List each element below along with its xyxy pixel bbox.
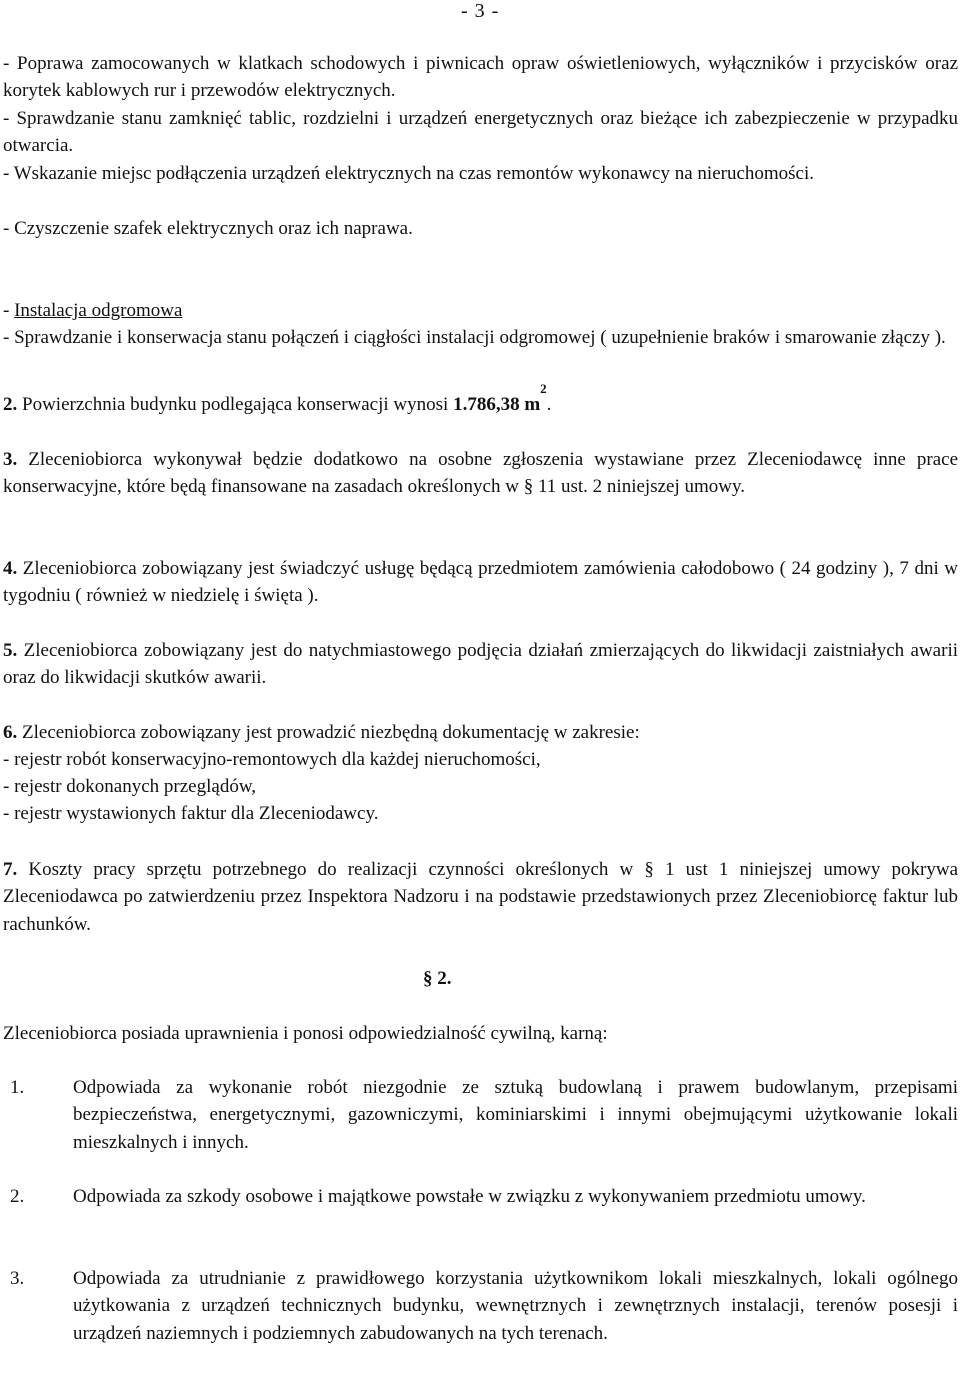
point-2-superscript: 2 [540,381,547,396]
point-6-sub-3: - rejestr wystawionych faktur dla Zleceniodawcy. [3,803,379,824]
lightning-heading-text: Instalacja odgromowa [14,300,183,321]
point-2-number: 2. [3,394,18,415]
section-2-item-2-number: 2. [10,1186,25,1207]
point-5-text: Zleceniobiorca zobowiązany jest do natychmiastowego podjęcia działań zmierzających do likwidacji zaistniałych awarii oraz do likwidacji skutków awarii. [3,640,958,689]
point-7-text: Koszty pracy sprzętu potrzebnego do realizacji czynności określonych w § 1 ust 1 niniejszej umowy pokrywa Zleceniodawca po zatwierdzeniu przez Inspektora Nadzoru i na podstawie przedstawionych przez Zleceniobiorcę faktur lub rachunków. [3,859,958,935]
point-2 [3,381,958,419]
paragraph-connection-points: - Wskazanie miejsc podłączenia urządzeń elektrycznych na czas remontów wykonawcy na nieruchomości. [3,163,815,184]
paragraph-panel-check: - Sprawdzanie stanu zamknięć tablic, rozdzielni i urządzeń energetycznych oraz bieżące ich zabezpieczenie w przypadku otwarcia. [3,108,958,157]
lightning-dash: - [3,300,15,321]
point-4-text: Zleceniobiorca zobowiązany jest świadczyć usługę będącą przedmiotem zamówienia całodobowo ( 24 godziny ), 7 dni w tygodniu ( również w niedzielę i święta ). [3,558,959,607]
point-3-number: 3. [3,449,18,470]
point-6-number: 6. [3,722,18,743]
paragraph-lightning-check: - Sprawdzanie i konserwacja stanu połączeń i ciągłości instalacji odgromowej ( uzupełnienie braków i smarowanie złączy ). [3,327,946,348]
point-7-number: 7. [3,859,18,880]
point-2-tail: . [546,394,552,415]
point-3-text: Zleceniobiorca wykonywał będzie dodatkowo na osobne zgłoszenia wystawiane przez Zleceniodawcę inne prace konserwacyjne, które będą finansowane na zasadach określonych w § 11 ust. 2 niniejszej umowy. [3,449,958,498]
lightning-heading [3,297,958,324]
section-2-intro: Zleceniobiorca posiada uprawnienia i ponosi odpowiedzialność cywilną, karną: [3,1023,608,1044]
paragraph-cabinet-cleaning: - Czyszczenie szafek elektrycznych oraz ich naprawa. [3,218,413,239]
paragraph-lighting-repair: - Poprawa zamocowanych w klatkach schodowych i piwnicach opraw oświetleniowych, wyłączników i przycisków oraz korytek kablowych rur i przewodów elektrycznych. [3,53,958,102]
point-5 [3,637,958,692]
point-6-sub-1: - rejestr robót konserwacyjno-remontowych dla każdej nieruchomości, [3,749,541,770]
section-2-item-1-number: 1. [10,1077,25,1098]
section-2-item-2-text: Odpowiada za szkody osobowe i majątkowe powstałe w związku z wykonywaniem przedmiotu umowy. [73,1186,866,1207]
section-2-item-1-text: Odpowiada za wykonanie robót niezgodnie ze sztuką budowlaną i prawem budowlanym, przepisami bezpieczeństwa, energetycznymi, gazowniczymi, kominiarskimi i innymi obejmującymi użytkowanie lokali mieszkalnych i innych. [73,1077,958,1153]
page-number: - 3 - [461,0,500,22]
point-5-number: 5. [3,640,18,661]
point-2-area: 1.786,38 m [453,394,541,415]
section-2-heading: § 2. [423,968,452,989]
section-2-item-3-text: Odpowiada za utrudnianie z prawidłowego korzystania użytkownikom lokali mieszkalnych, lokali ogólnego użytkowania z urządzeń technicznych budynku, wewnętrznych i zewnętrznych instalacji, terenów posesji i urządzeń naziemnych i podziemnych zabudowanych na tych terenach. [73,1268,958,1344]
point-4-number: 4. [3,558,18,579]
point-6-text: Zleceniobiorca zobowiązany jest prowadzić niezbędną dokumentację w zakresie: [22,722,640,743]
point-2-text: Powierzchnia budynku podlegająca konserwacji wynosi [22,394,454,415]
section-2-item-3-number: 3. [10,1268,25,1289]
point-4 [3,555,958,610]
point-7 [3,856,958,938]
point-3 [3,446,958,501]
point-6-sub-2: - rejestr dokonanych przeglądów, [3,776,257,797]
point-6 [3,719,958,746]
